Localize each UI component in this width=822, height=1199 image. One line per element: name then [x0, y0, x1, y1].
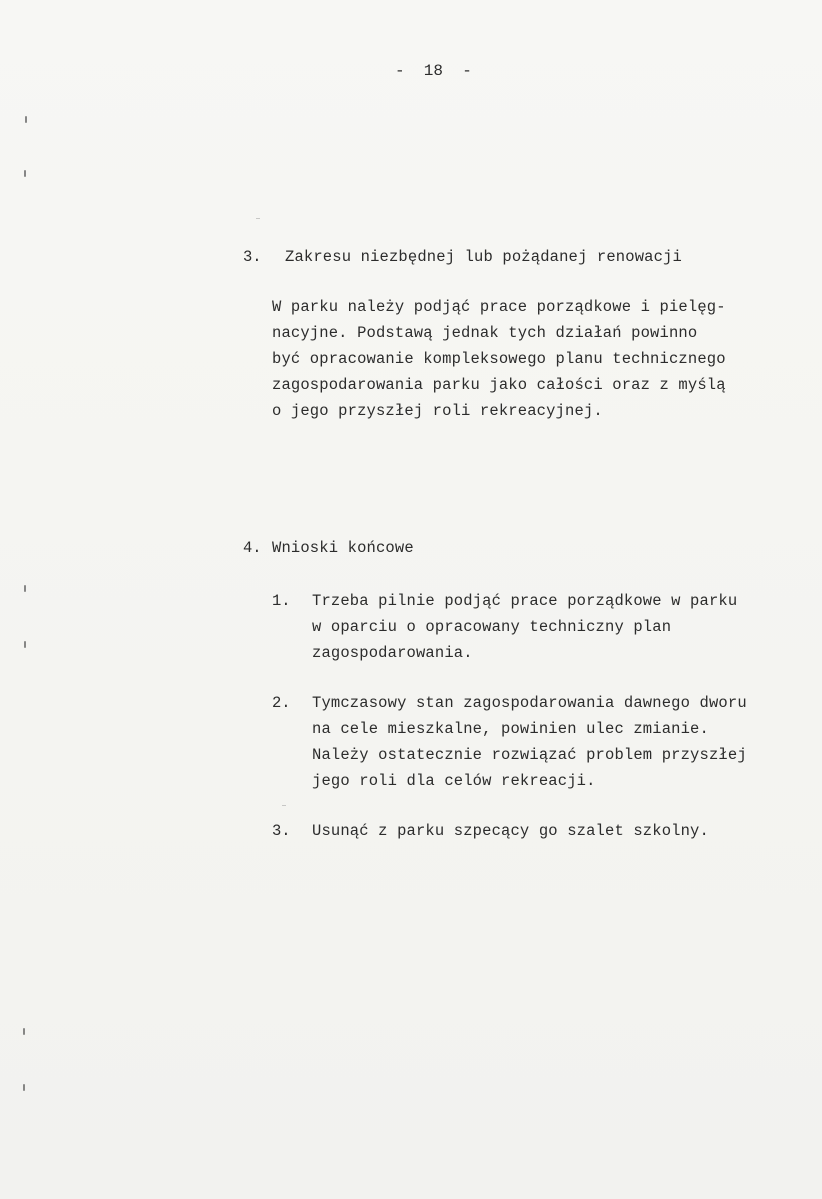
- binding-mark: [24, 641, 26, 648]
- paper-speck: [256, 218, 260, 219]
- conclusion-item-line: w oparciu o opracowany techniczny plan: [312, 618, 672, 636]
- conclusion-item-line: Usunąć z parku szpecący go szalet szkolny.: [312, 822, 709, 840]
- section-3-number: 3.: [243, 248, 262, 266]
- paper-speck: [282, 805, 286, 806]
- section-4-number: 4.: [243, 539, 262, 557]
- conclusion-item-line: jego roli dla celów rekreacji.: [312, 772, 596, 790]
- binding-mark: [24, 585, 26, 592]
- conclusion-item-number: 3.: [272, 822, 291, 840]
- section-3-paragraph-line: zagospodarowania parku jako całości oraz z myślą: [272, 376, 726, 394]
- binding-mark: [24, 170, 26, 177]
- binding-mark: [25, 116, 27, 123]
- conclusion-item-line: Tymczasowy stan zagospodarowania dawnego dworu: [312, 694, 747, 712]
- conclusion-item-number: 1.: [272, 592, 291, 610]
- section-3-heading: Zakresu niezbędnej lub pożądanej renowacji: [285, 248, 682, 266]
- conclusion-item-line: zagospodarowania.: [312, 644, 473, 662]
- section-3-paragraph-line: nacyjne. Podstawą jednak tych działań powinno: [272, 324, 698, 342]
- page-number: - 18 -: [395, 62, 472, 80]
- conclusion-item-number: 2.: [272, 694, 291, 712]
- section-3-paragraph-line: W parku należy podjąć prace porządkowe i pielęg-: [272, 298, 726, 316]
- conclusion-item-line: na cele mieszkalne, powinien ulec zmianie.: [312, 720, 709, 738]
- binding-mark: [23, 1028, 25, 1035]
- section-4-heading: Wnioski końcowe: [272, 539, 414, 557]
- binding-mark: [23, 1084, 25, 1091]
- section-3-paragraph-line: o jego przyszłej roli rekreacyjnej.: [272, 402, 603, 420]
- section-3-paragraph-line: być opracowanie kompleksowego planu technicznego: [272, 350, 726, 368]
- conclusion-item-line: Należy ostatecznie rozwiązać problem przyszłej: [312, 746, 747, 764]
- conclusion-item-line: Trzeba pilnie podjąć prace porządkowe w parku: [312, 592, 738, 610]
